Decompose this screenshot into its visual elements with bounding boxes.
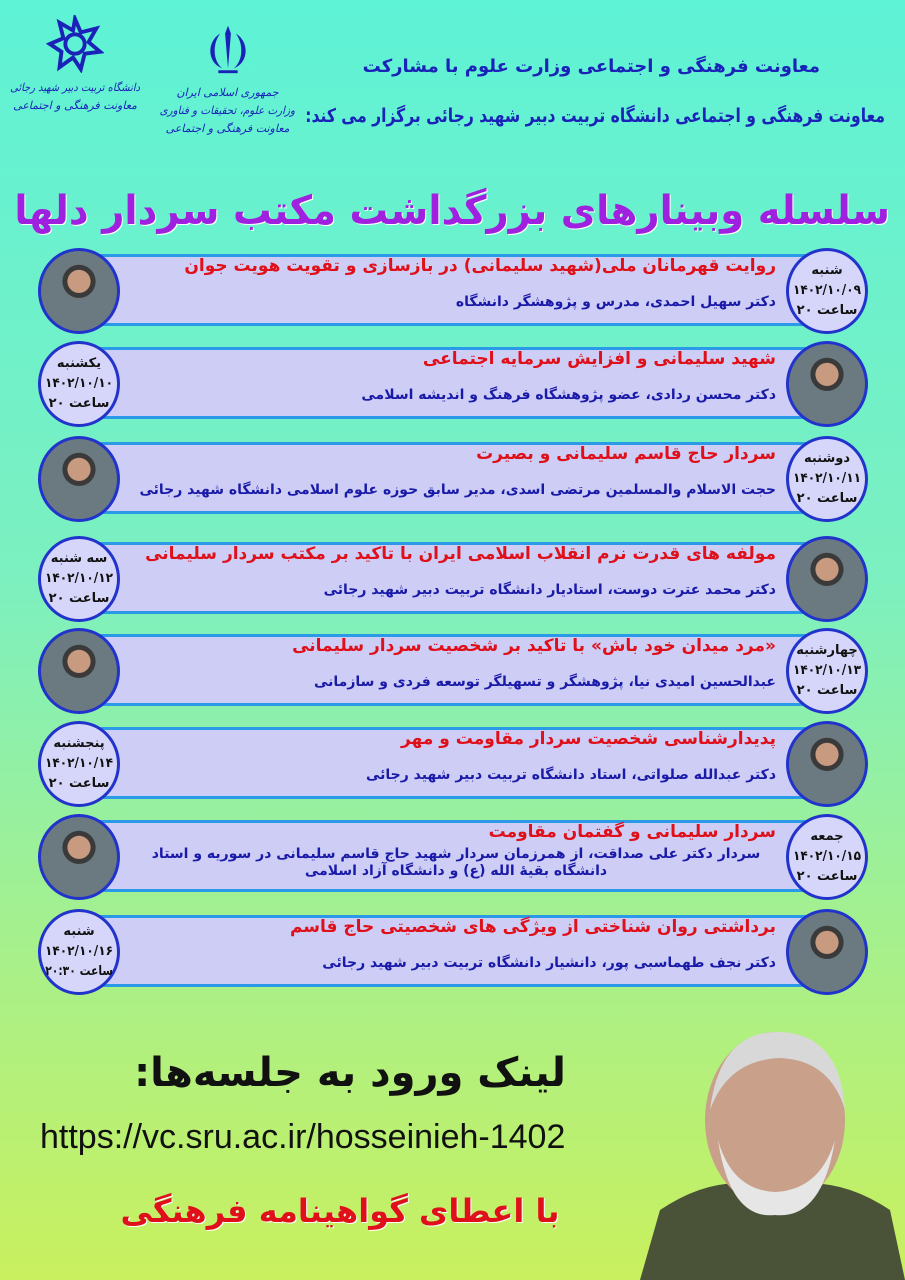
university-emblem-icon [46, 15, 104, 73]
session-speaker: دکتر نجف طهماسبی پور، دانشیار دانشگاه تربیت دبیر شهید رجائی [322, 955, 776, 971]
session-date: ۱۴۰۲/۱۰/۱۴ [44, 756, 113, 771]
session-topic: شهید سلیمانی و افزایش سرمایه اجتماعی [422, 349, 776, 369]
session-row [38, 252, 868, 330]
session-day: شنبه [811, 263, 843, 278]
speaker-photo [786, 721, 868, 807]
session-topic: مولفه های قدرت نرم انقلاب اسلامی ایران با تاکید بر مکتب سردار سلیمانی [145, 544, 776, 564]
speaker-photo [38, 814, 120, 900]
session-topic: سردار سلیمانی و گفتمان مقاومت [488, 822, 776, 842]
session-time: ساعت ۲۰ [796, 683, 858, 698]
speaker-photo [38, 248, 120, 334]
session-date-badge [786, 814, 868, 900]
ministry-line-2: وزارت علوم، تحقیقات و فناوری [159, 104, 295, 117]
header-line-1: معاونت فرهنگی و اجتماعی وزارت علوم با مشارکت [362, 56, 820, 77]
session-date-badge [786, 248, 868, 334]
session-date: ۱۴۰۲/۱۰/۱۱ [792, 471, 861, 486]
link-label: لینک ورود به جلسه‌ها: [134, 1050, 566, 1096]
speaker-photo [786, 536, 868, 622]
session-date: ۱۴۰۲/۱۰/۰۹ [792, 283, 861, 298]
commander-portrait-image [640, 1000, 905, 1280]
iran-emblem-icon [199, 20, 257, 78]
session-day: جمعه [810, 829, 844, 844]
session-day: چهارشنبه [796, 643, 858, 658]
poster-title: سلسله وبینارهای بزرگداشت مکتب سردار دلها [14, 188, 891, 234]
ministry-line-3: معاونت فرهنگی و اجتماعی [165, 122, 290, 135]
session-day: سه شنبه [50, 551, 108, 566]
session-day: یکشنبه [56, 356, 102, 371]
session-row [38, 818, 868, 896]
session-speaker: دکتر سهیل احمدی، مدرس و پژوهشگر دانشگاه [455, 294, 776, 310]
session-speaker: دکتر عبدالله صلواتی، استاد دانشگاه تربیت دبیر شهید رجائی [365, 767, 776, 783]
ministry-line-1: جمهوری اسلامی ایران [176, 86, 279, 99]
session-row [38, 913, 868, 991]
session-speaker: حجت الاسلام والمسلمین مرتضی اسدی، مدیر سابق حوزه علوم اسلامی دانشگاه شهید رجائی [139, 482, 776, 498]
certificate-note: با اعطای گواهینامه فرهنگی [120, 1192, 560, 1230]
session-topic: برداشتی روان شناختی از ویژگی های شخصیتی حاج قاسم [289, 917, 776, 937]
session-row [38, 440, 868, 518]
session-date: ۱۴۰۲/۱۰/۱۵ [792, 849, 861, 864]
session-date: ۱۴۰۲/۱۰/۱۲ [44, 571, 113, 586]
speaker-photo [786, 341, 868, 427]
session-date-badge [786, 628, 868, 714]
session-time: ساعت ۲۰ [796, 491, 858, 506]
session-day: پنجشنبه [53, 736, 105, 751]
header-line-2: معاونت فرهنگی و اجتماعی دانشگاه تربیت دبیر شهید رجائی برگزار می کند: [305, 105, 885, 127]
session-row [38, 725, 868, 803]
session-date-badge [38, 536, 120, 622]
session-date-badge [786, 436, 868, 522]
session-time: ساعت ۲۰ [796, 869, 858, 884]
session-time: ساعت ۲۰ [48, 396, 110, 411]
session-row [38, 345, 868, 423]
ministry-logo [160, 20, 295, 138]
session-topic: سردار حاج قاسم سلیمانی و بصیرت [476, 444, 776, 464]
session-topic: پدیدارشناسی شخصیت سردار مقاومت و مهر [401, 729, 776, 749]
session-time: ساعت ۲۰ [796, 303, 858, 318]
session-day: شنبه [63, 924, 95, 939]
speaker-photo [786, 909, 868, 995]
session-row [38, 632, 868, 710]
university-dept: معاونت فرهنگی و اجتماعی [13, 99, 137, 112]
session-date: ۱۴۰۲/۱۰/۱۰ [44, 376, 113, 391]
session-speaker: دکتر محمد عترت دوست، استادیار دانشگاه تربیت دبیر شهید رجائی [323, 582, 776, 598]
speaker-photo [38, 628, 120, 714]
session-link[interactable]: https://vc.sru.ac.ir/hosseinieh-1402 [40, 1118, 566, 1156]
session-speaker: دکتر محسن ردادی، عضو پژوهشگاه فرهنگ و اندیشه اسلامی [361, 387, 776, 403]
session-date-badge [38, 721, 120, 807]
session-topic: «مرد میدان خود باش» با تاکید بر شخصیت سردار سلیمانی [292, 636, 776, 656]
session-time: ساعت ۲۰:۳۰ [45, 964, 113, 979]
session-row [38, 540, 868, 618]
session-speaker: سردار دکتر علی صداقت، از همرزمان سردار شهید حاج قاسم سلیمانی در سوریه و استاد دانشگاه بقیۀ الله (ع) و دانشگاه آزاد اسلامی [151, 846, 761, 879]
session-date: ۱۴۰۲/۱۰/۱۶ [44, 944, 113, 959]
session-time: ساعت ۲۰ [48, 776, 110, 791]
session-day: دوشنبه [803, 451, 851, 466]
session-date: ۱۴۰۲/۱۰/۱۳ [792, 663, 861, 678]
session-date-badge [38, 909, 120, 995]
university-logo [10, 15, 140, 115]
speaker-photo [38, 436, 120, 522]
university-name: دانشگاه تربیت دبیر شهید رجائی [10, 81, 140, 94]
session-date-badge [38, 341, 120, 427]
session-speaker: عبدالحسین امیدی نیا، پژوهشگر و تسهیلگر توسعه فردی و سازمانی [314, 674, 776, 690]
session-topic: روایت قهرمانان ملی(شهید سلیمانی) در بازسازی و تقویت هویت جوان [184, 256, 776, 276]
session-time: ساعت ۲۰ [48, 591, 110, 606]
